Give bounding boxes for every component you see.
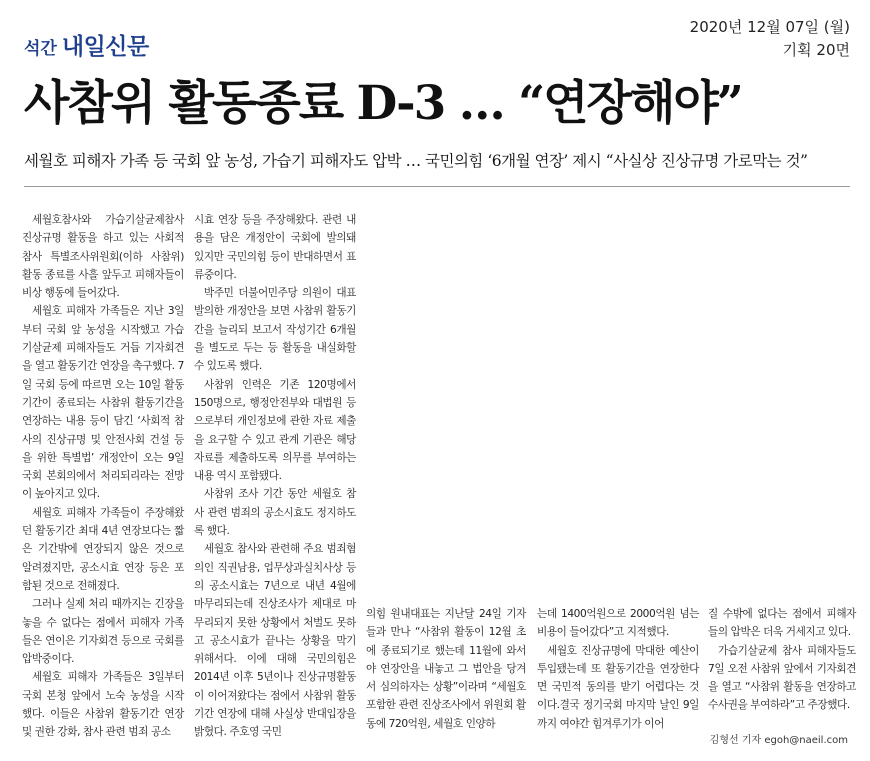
paragraph: 세월호 피해자 가족들은 지난 3일부터 국회 앞 농성을 시작했고 가습기살균제 피해자들도 거듭 기자회견을 열고 활동기간 연장을 촉구했다. 7일 국회 등에 따르면 오는 10일 활동기간이 종료되는 사참위 활동기간을 연장하는 내용 등이 담긴 ‘사회적 참사의 진상규명 및 안전사회 건설 등을 위한 특별법’ 개정안이 오는 9일 국회 본회의에서 처리되리라는 전망이 높아지고 있다.	[22, 305, 184, 501]
paragraph: 는데 1400억원으로 2000억원 넘는 비용이 들어갔다”고 지적했다.	[537, 608, 699, 639]
masthead-section: 석간	[24, 39, 57, 59]
article-column-5	[708, 605, 856, 715]
page-section: 기획 20면	[782, 41, 850, 59]
subheadline: 세월호 피해자 가족 등 국회 앞 농성, 가습기 피해자도 압박 … 국민의힘 ‘6개월 연장’ 제시 “사실상 진상규명 가로막는 것”	[24, 152, 808, 170]
masthead-name: 내일신문	[61, 34, 149, 60]
article-column-3	[366, 605, 526, 733]
paragraph: 사참위 인력은 기존 120명에서 150명으로, 행정안전부와 대법원 등으로부터 개인정보에 관한 자료 제출을 요구할 수 있고 관계 기관은 해당 자료를 제출하도록 의무를 부여하는 내용 역시 포함됐다.	[194, 378, 356, 483]
headline: 사참위 활동종료 D-3 … “연장해야”	[24, 76, 742, 131]
dateline	[690, 16, 850, 62]
publication-date: 2020년 12월 07일 (월)	[689, 18, 850, 36]
paragraph: 박주민 더불어민주당 의원이 대표발의한 개정안을 보면 사참위 활동기간을 늘리되 보고서 작성기간 6개월을 별도로 두는 등 활동을 내실화할 수 있도록 했다.	[194, 287, 356, 373]
paragraph: 사참위 조사 기간 동안 세월호 참사 관련 범죄의 공소시효도 정지하도록 했다.	[194, 488, 356, 538]
divider	[24, 186, 850, 187]
paragraph: 의힘 원내대표는 지난달 24일 기자들과 만나 “사참위 활동이 12월 초에 종료되기로 했는데 11월에 와서야 연장안을 내놓고 그 법안을 당겨서 심의하자는 상황”이라며 “세월호 포함한 관련 진상조사에서 위원회 활동에 720억원, 세월호 인양하	[366, 608, 526, 730]
article-column-4	[537, 605, 699, 733]
byline: 김형선 기자 egoh@naeil.com	[709, 735, 848, 746]
article-column-2	[194, 211, 356, 742]
paragraph: 시효 연장 등을 주장해왔다. 관련 내용을 담은 개정안이 국회에 발의돼 있지만 국민의힘 등이 반대하면서 표류중이다.	[194, 214, 356, 281]
paragraph: 그러나 실제 처리 때까지는 긴장을 놓을 수 없다는 점에서 피해자 가족들은 연이은 기자회견 등으로 국회를 압박중이다.	[22, 598, 184, 666]
paragraph: 세월호참사와 가습기살균제참사 진상규명 활동을 하고 있는 사회적 참사 특별조사위원회(이하 사참위) 활동 종료를 사흘 앞두고 피해자들이 비상 행동에 들어갔다.	[22, 214, 184, 300]
paragraph: 세월호 피해자 가족들이 주장해왔던 활동기간 최대 4년 연장보다는 짧은 기간밖에 연장되지 않은 것으로 알려졌지만, 공소시효 연장 등은 포함된 것으로 전해졌다.	[22, 506, 184, 592]
paragraph: 세월호 참사와 관련해 주요 범죄혐의인 직권남용, 업무상과실치사상 등의 공소시효는 7년으로 내년 4월에 마무리되는데 진상조사가 제대로 마무리되지 못한 상황에서 처벌도 못하고 공소시효가 끝나는 상황을 막기 위해서다. 이에 대해 국민의힘은 2014년 이후 5년이나 진상규명활동이 이어져왔다는 점에서 사참위 활동기간 연장에 대해 사실상 반대입장을 밝혔다. 주호영 국민	[194, 543, 356, 739]
article-column-1	[22, 211, 184, 742]
paragraph: 질 수밖에 없다는 점에서 피해자들의 압박은 더욱 거세지고 있다.	[708, 608, 856, 639]
paragraph: 세월호 진상규명에 막대한 예산이 투입됐는데 또 활동기간을 연장한다면 국민적 동의를 받기 어렵다는 것이다.결국 정기국회 마지막 날인 9일까지 여야간 힘겨루기가 이어	[537, 644, 699, 730]
paragraph: 세월호 피해자 가족들은 3일부터 국회 본청 앞에서 노숙 농성을 시작했다. 이들은 사참위 활동기간 연장 및 권한 강화, 참사 관련 범죄 공소	[22, 671, 184, 739]
masthead	[24, 28, 149, 61]
paragraph: 가습기살균제 참사 피해자들도 7일 오전 사참위 앞에서 기자회견을 열고 “사참위 활동을 연장하고 수사권을 부여하라”고 주장했다.	[708, 644, 856, 712]
